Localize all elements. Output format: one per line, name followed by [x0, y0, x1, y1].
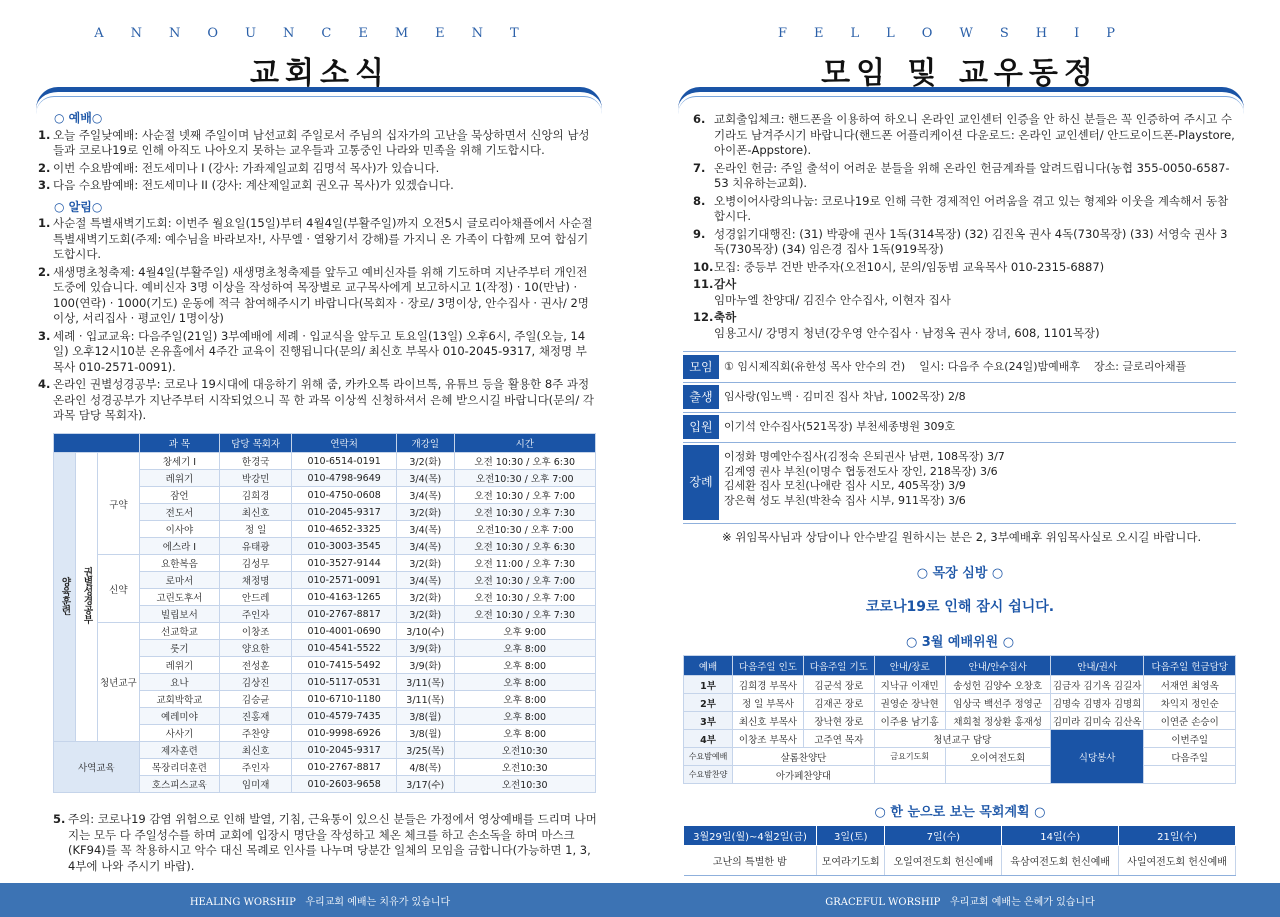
list-item: 2. 이번 수요밤예배: 전도세미나 I (강사: 가좌제일교회 김명석 목사)가 있습니다.: [38, 160, 440, 175]
divider: [683, 382, 1236, 383]
committee-heading: ○ 3월 예배위원 ○: [905, 635, 1015, 650]
table-row: 2부 정 일 부목사 김재곤 장로 권영순 장낙현 임상국 백선주 정영군 김명숙 김명자 김명희 차익지 정인순: [684, 694, 1236, 712]
plan-heading: ○ 한 눈으로 보는 목회계획 ○: [874, 805, 1046, 820]
funeral-list: 이정화 명예안수집사(김정숙 은퇴권사 남편, 108목장) 3/7 김계영 권사 부친(이명수 협동전도사 장인, 218목장) 3/6 김세환 집사 모친(나애란 집사 시모, 405목장) 3/9 장은혁 성도 부친(박찬숙 집사 시부, 911목장) 3/6: [724, 450, 1005, 507]
table-row: 로마서 채정명 010-2571-0091 3/4(목) 오전 10:30 / 오후 7:00: [54, 572, 596, 589]
table-corner: [54, 434, 140, 453]
footer-right: GRACEFUL WORSHIP 우리교회 예배는 은혜가 있습니다: [640, 883, 1280, 917]
table-row: 양육훈련 권별성경공부 구약 창세기 I 한경국 010-6514-0191 3/2(화) 오전 10:30 / 오후 6:30: [54, 453, 596, 470]
table-row: 룻기 양요한 010-4541-5522 3/9(화) 오후 8:00: [54, 640, 596, 657]
fellowship-body: 6. 교회출입체크: 핸드폰을 이용하여 하오니 온라인 교인센터 인증을 안 하신 분들은 꼭 인증하여 주시고 수기라도 남겨주시기 바랍니다(핸드폰 어플리케이션 다운로드: 온라인 교인센터/ 안드로이드폰-Playstore, 아이폰-Appstore). 7. 온라인 헌금: 주일 출석이 어려운 분들을 위해 온라인 헌금계좌를 알려드립니다(농협 355-0050-6587-53 치유하는교회). 8. 오병이어사랑의나눔: 코로나19로 인해 극한 경제적인 어려움을 겪고 있는 형제와 이웃을 계속해서 동참합시다. 9. 성경읽기대행진: (31) 박광애 권사 1독(314목장) (32) 김진옥 권사 4독(730목장) (33) 서영숙 권사 3독(730목장) (34) 임은경 집사 1독(919목장) 10. 모집: 중등부 건반 반주자(오전10시, 문의/임동범 교육목사 010-2315-6887) 11. 감사 임마누엘 찬양대/ 김진수 안수집사, 이현자 집사 12. 축하 임용고시/ 강명지 청년(강우영 안수집사 · 남정옥 권사 장녀, 608, 1101목장): [693, 112, 1235, 340]
notice-5: 5. 주의: 코로나19 감염 위험으로 인해 발열, 기침, 근육통이 있으신 분들은 가정에서 영상예배를 드리며 나머지는 모두 다 주일성수를 하며 교회에 입장시 명단을 작성하고 체온 체크를 하고 손소독을 하며 마스크(KF94)를 꼭 착용하시고 악수 대신 목례로 인사를 나누며 당분간 일체의 모임을 금합니다(가능하면 1, 3, 4부에 나와 주시기 바랍).: [53, 812, 597, 873]
tag-birth: 출생: [683, 385, 719, 409]
table-row: 3부 최신호 부목사 장낙현 장로 이주용 남기홍 채희철 정상환 홍재성 김미라 김미숙 김산옥 이연준 손승이: [684, 712, 1236, 730]
table-row: 1부 김희경 부목사 김군석 장로 지낙규 이재민 송성헌 김양수 오창호 김금자 김기옥 김길자 서재연 최영옥: [684, 676, 1236, 694]
group-label: 사역교육: [54, 742, 140, 793]
birth-text: 임사랑(임노백 · 김미진 집사 차남, 1002목장) 2/8: [724, 390, 966, 403]
list-item: 3. 세례 · 입교교육: 다음주일(21일) 3부예배에 세례 · 입교식을 앞두고 토요일(13일) 오후6시, 주일(오늘, 14일) 오후12시10분 온유홀에서 4주간 교육이 진행됩니다(문의/ 최신호 부목사 010-2045-9317, 채정명 부목사 010-2571-0091).: [38, 328, 587, 374]
list-item: 3. 다음 수요밤예배: 전도세미나 II (강사: 계산제일교회 권오규 목사)가 있겠습니다.: [38, 178, 454, 192]
meeting-text: ① 임시제직회(유한성 목사 안수의 건) 일시: 다음주 수요(24일)밤예배후 장소: 글로리아채플: [724, 360, 1187, 373]
table-row: 청년교구 선교학교 이창조 010-4001-0690 3/10(수) 오후 9:00: [54, 623, 596, 640]
group-label: 양육훈련: [59, 576, 71, 615]
divider: [683, 442, 1236, 443]
bible-study-table: 과 목 담당 목회자 연락처 개강일 시간 양육훈련 권별성경공부 구약 창세기 I 한경국 010-6514-0191 3/2(화) 오전 10:30 / 오후 6:30 레위기 박강민 010-4798-9649 3/4(목) 오전10:30 / 오후 7:00 잠언 김희경 010-4750-0608 3/4(목) 오전 10:30 / 오후 7:00 전도서 최신호 010-2045-9317 3/2(화) 오전 10:30 / 오후 7:30 이사야 정 일 010-4652-3325 3/4(목) 오전10:30 / 오후 7:00 에스라 I 유태광 010-3003-3545 3/4(목) 오전 10:30 / 오후 6:30 신약 요한복음 김성무 010-3527-9144 3/2(화) 오전 11:00 / 오후 7:30 로마서 채정명 010-2571-0091 3/4(목) 오전 10:30 / 오후 7:00 고린도후서 안드레 010-4163-1265 3/2(화) 오전 10:30 / 오후 7:00 빌립보서 주인자 010-2767-8817 3/2(화) 오전 10:30 / 오후 7:30 청년교구 선교학교 이창조 010-4001-0690 3/10(수) 오후 9:00 룻기 양요한 010-4541-5522 3/9(화) 오후 8:00 레위기 전성훈 010-7415-5492 3/9(화) 오후 8:00 요나 김상진 010-5117-0531 3/11(목) 오후 8:00 교회박학교 김승균 010-6710-1180 3/11(목) 오후 8:00 예레미야 진홍재 010-4579-7435 3/8(월) 오후 8:00 사사기 주찬양 010-9998-6926 3/8(월) 오후 8:00 사역교육 제자훈련 최신호 010-2045-9317 3/25(목) 오전10:30 목장리더훈련 주인자 010-2767-8817 4/8(목) 오전10:30 호스피스교육 임미재 010-2603-9658 3/17(수) 오전10:30: [53, 433, 596, 793]
tag-hospital: 입원: [683, 415, 719, 439]
visit-note: 코로나19로 인해 잠시 쉽니다.: [865, 599, 1055, 615]
page-title: 모임 및 교우동정: [821, 56, 1099, 91]
table-row: 사사기 주찬양 010-9998-6926 3/8(월) 오후 8:00: [54, 725, 596, 742]
table-row: 신약 요한복음 김성무 010-3527-9144 3/2(화) 오전 11:00 / 오후 7:30: [54, 555, 596, 572]
table-row: 목장리더훈련 주인자 010-2767-8817 4/8(목) 오전10:30: [54, 759, 596, 776]
worship-heading: ○ 예배○: [54, 111, 103, 125]
table-row: 고린도후서 안드레 010-4163-1265 3/2(화) 오전 10:30 / 오후 7:00: [54, 589, 596, 606]
table-row: 요나 김상진 010-5117-0531 3/11(목) 오후 8:00: [54, 674, 596, 691]
table-row: 예레미야 진홍재 010-4579-7435 3/8(월) 오후 8:00: [54, 708, 596, 725]
divider: [683, 412, 1236, 413]
section-eng-title: FELLOWSHIP: [778, 26, 1142, 41]
table-row: 호스피스교육 임미재 010-2603-9658 3/17(수) 오전10:30: [54, 776, 596, 793]
list-item: 1. 사순절 특별새벽기도회: 이번주 월요일(15일)부터 4월4일(부활주일)까지 오전5시 글로리아채플에서 사순절 특별새벽기도회(주제: 예수님을 바라보자!, 사무엘 · 열왕기서 강해)를 가지니 온 가족이 다함께 모여 합심기도합시다.: [38, 216, 593, 261]
table-row: 교회박학교 김승균 010-6710-1180 3/11(목) 오후 8:00: [54, 691, 596, 708]
tag-funeral: 장례: [683, 445, 719, 520]
announcement-body: [38, 108, 598, 426]
page-title: 교회소식: [250, 56, 390, 91]
list-item: 4. 온라인 권별성경공부: 코로나 19시대에 대응하기 위해 줌, 카카오톡 라이브톡, 유튜브 등을 활용한 8주 과정 온라인 성경공부가 지난주부터 시작되었으니 꼭 한 과목 이상씩 신청하셔서 은혜 받으시길 바랍니다(문의/ 각 과목 담당 목회자).: [38, 377, 595, 422]
table-row: 빌립보서 주인자 010-2767-8817 3/2(화) 오전 10:30 / 오후 7:30: [54, 606, 596, 623]
note-text: ※ 위임목사님과 상담이나 안수받길 원하시는 분은 2, 3부예배후 위임목사실로 오시길 바랍니다.: [722, 530, 1202, 544]
list-item: 2. 새생명초청축제: 4월4일(부활주일) 새생명초청축제를 앞두고 예비신자를 위해 기도하며 지난주부터 개인전도중에 있습니다. 예비신자 3명 이상을 작성하여 목장별로 교구목사에게 보고하시고 1(작정) · 10(만남) · 100(연락) · 1000(기도) 운동에 적극 참여해주시기 바랍니다(목회자 · 장로/ 3명이상, 안수집사 · 권사/ 2명이상, 서리집사 · 평교인/ 1명이상): [38, 264, 589, 325]
group-label: 권별성경공부: [81, 567, 93, 624]
hospital-text: 이기석 안수집사(521목장) 부천세종병원 309호: [724, 420, 956, 433]
tag-meeting: 모임: [683, 355, 719, 379]
table-row: 사역교육 제자훈련 최신호 010-2045-9317 3/25(목) 오전10:30: [54, 742, 596, 759]
table-row: 수요밤찬양 아가페찬양대: [684, 766, 1236, 784]
worship-committee-table: 예배 다음주일 인도 다음주일 기도 안내/장로 안내/안수집사 안내/권사 다음주일 헌금담당 1부 김희경 부목사 김군석 장로 지낙규 이재민 송성헌 김양수 오창호 김금자 김기옥 김길자 서재연 최영옥 2부 정 일 부목사 김재곤 장로 권영순 장낙현 임상국 백선주 정영군 김명숙 김명자 김명희 차익지 정인순 3부 최신호 부목사 장낙현 장로 이주용 남기홍 채희철 정상환 홍재성 김미라 김미숙 김산옥 이연준 손승이 4부 이창조 부목사 고주연 목자 청년교구 담당 식당봉사 이번주일 수요밤예배 살롬찬양단 금요기도회 오이여전도회 다음주일 수요밤찬양 아가페찬양대: [683, 655, 1236, 784]
list-item: 1. 오늘 주일낮예배: 사순절 넷째 주일이며 남선교회 주일로서 주님의 십자가의 고난을 묵상하면서 신앙의 남성들과 코로나19로 인해 아직도 나아오지 못하는 교우들과 고통중인 나라와 민족을 위해 기도합시다.: [38, 127, 590, 157]
table-row: 잠언 김희경 010-4750-0608 3/4(목) 오전 10:30 / 오후 7:00: [54, 487, 596, 504]
ministry-plan-table: 3월29일(월)~4월2일(금) 3일(토) 7일(수) 14일(수) 21일(수) 고난의 특별한 밤 모여라기도회 오일여전도회 헌신예배 육삼여전도회 헌신예배 사일여전도회 헌신예배: [683, 825, 1236, 876]
group-label: 신약: [98, 555, 140, 623]
table-row: 에스라 I 유태광 010-3003-3545 3/4(목) 오전 10:30 / 오후 6:30: [54, 538, 596, 555]
divider: [683, 523, 1236, 524]
divider: [683, 351, 1236, 352]
footer-left: HEALING WORSHIP 우리교회 예배는 치유가 있습니다: [0, 883, 640, 917]
table-row: 고난의 특별한 밤 모여라기도회 오일여전도회 헌신예배 육삼여전도회 헌신예배 사일여전도회 헌신예배: [684, 846, 1236, 876]
visit-heading: ○ 목장 심방 ○: [916, 566, 1004, 581]
table-row: 이사야 정 일 010-4652-3325 3/4(목) 오전10:30 / 오후 7:00: [54, 521, 596, 538]
table-row: 레위기 박강민 010-4798-9649 3/4(목) 오전10:30 / 오후 7:00: [54, 470, 596, 487]
table-row: 수요밤예배 살롬찬양단 금요기도회 오이여전도회 다음주일: [684, 748, 1236, 766]
section-eng-title: ANNOUNCEMENT: [94, 26, 546, 41]
table-row: 전도서 최신호 010-2045-9317 3/2(화) 오전 10:30 / 오후 7:30: [54, 504, 596, 521]
group-label: 구약: [98, 453, 140, 555]
notice-heading: ○ 알림○: [54, 199, 103, 214]
table-row: 4부 이창조 부목사 고주연 목자 청년교구 담당 식당봉사 이번주일: [684, 730, 1236, 748]
table-row: 레위기 전성훈 010-7415-5492 3/9(화) 오후 8:00: [54, 657, 596, 674]
group-label: 청년교구: [98, 623, 140, 742]
